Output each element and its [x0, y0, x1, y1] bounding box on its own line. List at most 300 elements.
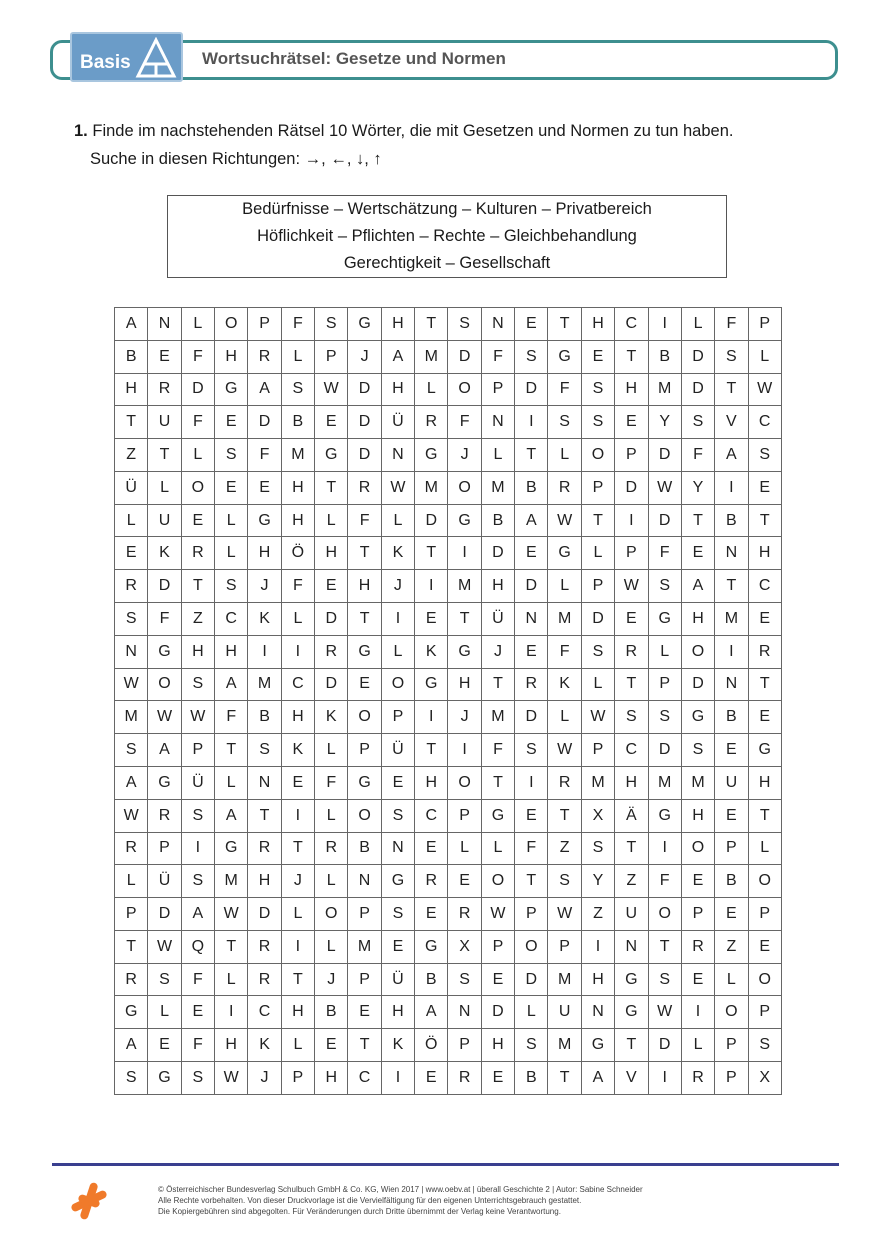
grid-cell[interactable]: I — [715, 635, 748, 668]
grid-cell[interactable]: I — [415, 570, 448, 603]
grid-cell[interactable]: A — [715, 439, 748, 472]
grid-cell[interactable]: H — [581, 963, 614, 996]
grid-cell[interactable]: I — [281, 799, 314, 832]
grid-cell[interactable]: P — [181, 734, 214, 767]
grid-cell[interactable]: E — [415, 603, 448, 636]
grid-cell[interactable]: J — [348, 340, 381, 373]
grid-cell[interactable]: C — [348, 1061, 381, 1094]
grid-cell[interactable]: R — [448, 898, 481, 931]
grid-cell[interactable]: Ü — [181, 766, 214, 799]
grid-cell[interactable]: T — [115, 930, 148, 963]
grid-cell[interactable]: T — [548, 1061, 581, 1094]
grid-cell[interactable]: T — [348, 603, 381, 636]
grid-cell[interactable]: W — [581, 701, 614, 734]
grid-cell[interactable]: O — [715, 996, 748, 1029]
grid-cell[interactable]: F — [281, 570, 314, 603]
grid-cell[interactable]: M — [548, 963, 581, 996]
grid-cell[interactable]: F — [181, 1029, 214, 1062]
grid-cell[interactable]: I — [515, 406, 548, 439]
grid-cell[interactable]: T — [748, 799, 781, 832]
grid-cell[interactable]: O — [748, 963, 781, 996]
grid-cell[interactable]: M — [248, 668, 281, 701]
grid-cell[interactable]: H — [348, 570, 381, 603]
grid-cell[interactable]: E — [748, 471, 781, 504]
grid-cell[interactable]: T — [248, 799, 281, 832]
grid-cell[interactable]: Q — [181, 930, 214, 963]
grid-cell[interactable]: P — [348, 963, 381, 996]
grid-cell[interactable]: E — [348, 668, 381, 701]
grid-cell[interactable]: O — [315, 898, 348, 931]
grid-cell[interactable]: I — [648, 832, 681, 865]
grid-cell[interactable]: L — [148, 471, 181, 504]
grid-cell[interactable]: S — [581, 373, 614, 406]
grid-cell[interactable]: O — [448, 373, 481, 406]
grid-cell[interactable]: L — [548, 701, 581, 734]
grid-cell[interactable]: E — [148, 340, 181, 373]
grid-cell[interactable]: I — [615, 504, 648, 537]
grid-cell[interactable]: E — [615, 603, 648, 636]
grid-cell[interactable]: L — [315, 865, 348, 898]
grid-cell[interactable]: V — [715, 406, 748, 439]
grid-cell[interactable]: D — [681, 668, 714, 701]
grid-cell[interactable]: B — [115, 340, 148, 373]
grid-cell[interactable]: D — [581, 603, 614, 636]
grid-cell[interactable]: H — [281, 504, 314, 537]
grid-cell[interactable]: E — [615, 406, 648, 439]
grid-cell[interactable]: Ä — [615, 799, 648, 832]
grid-cell[interactable]: G — [148, 635, 181, 668]
grid-cell[interactable]: K — [381, 1029, 414, 1062]
grid-cell[interactable]: T — [348, 1029, 381, 1062]
grid-cell[interactable]: S — [648, 701, 681, 734]
grid-cell[interactable]: E — [481, 963, 514, 996]
grid-cell[interactable]: W — [381, 471, 414, 504]
grid-cell[interactable]: S — [448, 308, 481, 341]
grid-cell[interactable]: S — [315, 308, 348, 341]
grid-cell[interactable]: J — [448, 439, 481, 472]
grid-cell[interactable]: H — [215, 1029, 248, 1062]
grid-cell[interactable]: D — [248, 406, 281, 439]
grid-cell[interactable]: G — [415, 668, 448, 701]
grid-cell[interactable]: S — [615, 701, 648, 734]
grid-cell[interactable]: L — [215, 504, 248, 537]
grid-cell[interactable]: C — [248, 996, 281, 1029]
grid-cell[interactable]: R — [548, 471, 581, 504]
grid-cell[interactable]: G — [215, 373, 248, 406]
grid-cell[interactable]: S — [148, 963, 181, 996]
grid-cell[interactable]: S — [115, 1061, 148, 1094]
grid-cell[interactable]: S — [115, 734, 148, 767]
grid-cell[interactable]: S — [681, 734, 714, 767]
grid-cell[interactable]: C — [415, 799, 448, 832]
grid-cell[interactable]: I — [281, 635, 314, 668]
grid-cell[interactable]: T — [315, 471, 348, 504]
grid-cell[interactable]: X — [581, 799, 614, 832]
grid-cell[interactable]: S — [648, 963, 681, 996]
grid-cell[interactable]: T — [515, 439, 548, 472]
grid-cell[interactable]: T — [281, 832, 314, 865]
grid-cell[interactable]: I — [681, 996, 714, 1029]
grid-cell[interactable]: T — [481, 766, 514, 799]
grid-cell[interactable]: L — [315, 504, 348, 537]
grid-cell[interactable]: A — [215, 668, 248, 701]
grid-cell[interactable]: A — [115, 308, 148, 341]
grid-cell[interactable]: R — [148, 799, 181, 832]
grid-cell[interactable]: P — [315, 340, 348, 373]
grid-cell[interactable]: U — [615, 898, 648, 931]
grid-cell[interactable]: I — [648, 308, 681, 341]
grid-cell[interactable]: W — [615, 570, 648, 603]
grid-cell[interactable]: O — [348, 701, 381, 734]
grid-cell[interactable]: G — [548, 537, 581, 570]
grid-cell[interactable]: I — [515, 766, 548, 799]
grid-cell[interactable]: T — [481, 668, 514, 701]
grid-cell[interactable]: K — [248, 603, 281, 636]
grid-cell[interactable]: N — [248, 766, 281, 799]
grid-cell[interactable]: G — [581, 1029, 614, 1062]
grid-cell[interactable]: E — [348, 996, 381, 1029]
grid-cell[interactable]: N — [148, 308, 181, 341]
grid-cell[interactable]: W — [315, 373, 348, 406]
grid-cell[interactable]: N — [481, 406, 514, 439]
grid-cell[interactable]: C — [748, 570, 781, 603]
grid-cell[interactable]: S — [181, 799, 214, 832]
grid-cell[interactable]: E — [481, 1061, 514, 1094]
grid-cell[interactable]: L — [548, 570, 581, 603]
grid-cell[interactable]: T — [615, 668, 648, 701]
grid-cell[interactable]: P — [715, 1029, 748, 1062]
grid-cell[interactable]: S — [181, 668, 214, 701]
grid-cell[interactable]: E — [215, 406, 248, 439]
grid-cell[interactable]: F — [548, 635, 581, 668]
grid-cell[interactable]: X — [448, 930, 481, 963]
grid-cell[interactable]: G — [681, 701, 714, 734]
grid-cell[interactable]: O — [681, 635, 714, 668]
grid-cell[interactable]: A — [248, 373, 281, 406]
grid-cell[interactable]: W — [648, 996, 681, 1029]
grid-cell[interactable]: L — [415, 373, 448, 406]
grid-cell[interactable]: D — [515, 963, 548, 996]
grid-cell[interactable]: M — [415, 340, 448, 373]
grid-cell[interactable]: M — [581, 766, 614, 799]
grid-cell[interactable]: T — [415, 734, 448, 767]
grid-cell[interactable]: Ö — [415, 1029, 448, 1062]
grid-cell[interactable]: S — [181, 1061, 214, 1094]
grid-cell[interactable]: P — [715, 1061, 748, 1094]
grid-cell[interactable]: T — [548, 308, 581, 341]
grid-cell[interactable]: E — [515, 308, 548, 341]
grid-cell[interactable]: F — [315, 766, 348, 799]
grid-cell[interactable]: R — [615, 635, 648, 668]
grid-cell[interactable]: H — [115, 373, 148, 406]
grid-cell[interactable]: U — [548, 996, 581, 1029]
grid-cell[interactable]: L — [548, 439, 581, 472]
grid-cell[interactable]: S — [181, 865, 214, 898]
grid-cell[interactable]: T — [715, 373, 748, 406]
grid-cell[interactable]: P — [348, 898, 381, 931]
grid-cell[interactable]: E — [681, 537, 714, 570]
grid-cell[interactable]: L — [748, 340, 781, 373]
grid-cell[interactable]: P — [281, 1061, 314, 1094]
grid-cell[interactable]: O — [348, 799, 381, 832]
grid-cell[interactable]: Ü — [115, 471, 148, 504]
grid-cell[interactable]: S — [581, 406, 614, 439]
grid-cell[interactable]: D — [681, 340, 714, 373]
grid-cell[interactable]: T — [148, 439, 181, 472]
grid-cell[interactable]: K — [315, 701, 348, 734]
grid-cell[interactable]: J — [281, 865, 314, 898]
grid-cell[interactable]: O — [181, 471, 214, 504]
grid-cell[interactable]: N — [348, 865, 381, 898]
grid-cell[interactable]: D — [648, 504, 681, 537]
grid-cell[interactable]: R — [148, 373, 181, 406]
grid-cell[interactable]: O — [148, 668, 181, 701]
grid-cell[interactable]: B — [648, 340, 681, 373]
grid-cell[interactable]: P — [248, 308, 281, 341]
grid-cell[interactable]: Ü — [381, 963, 414, 996]
grid-cell[interactable]: B — [415, 963, 448, 996]
grid-cell[interactable]: T — [748, 504, 781, 537]
grid-cell[interactable]: H — [315, 537, 348, 570]
grid-cell[interactable]: T — [415, 537, 448, 570]
grid-cell[interactable]: R — [515, 668, 548, 701]
grid-cell[interactable]: D — [248, 898, 281, 931]
grid-cell[interactable]: D — [448, 340, 481, 373]
grid-cell[interactable]: W — [215, 898, 248, 931]
grid-cell[interactable]: N — [715, 537, 748, 570]
grid-cell[interactable]: E — [415, 1061, 448, 1094]
grid-cell[interactable]: E — [381, 930, 414, 963]
grid-cell[interactable]: M — [348, 930, 381, 963]
grid-cell[interactable]: S — [681, 406, 714, 439]
grid-cell[interactable]: T — [348, 537, 381, 570]
grid-cell[interactable]: J — [481, 635, 514, 668]
grid-cell[interactable]: E — [381, 766, 414, 799]
grid-cell[interactable]: F — [548, 373, 581, 406]
grid-cell[interactable]: W — [181, 701, 214, 734]
grid-cell[interactable]: O — [448, 766, 481, 799]
grid-cell[interactable]: E — [715, 734, 748, 767]
grid-cell[interactable]: E — [515, 635, 548, 668]
grid-cell[interactable]: E — [715, 898, 748, 931]
grid-cell[interactable]: L — [748, 832, 781, 865]
grid-cell[interactable]: N — [515, 603, 548, 636]
grid-cell[interactable]: G — [315, 439, 348, 472]
grid-cell[interactable]: F — [181, 406, 214, 439]
grid-cell[interactable]: T — [681, 504, 714, 537]
grid-cell[interactable]: S — [381, 799, 414, 832]
grid-cell[interactable]: N — [381, 439, 414, 472]
grid-cell[interactable]: D — [515, 570, 548, 603]
grid-cell[interactable]: D — [148, 898, 181, 931]
grid-cell[interactable]: I — [715, 471, 748, 504]
grid-cell[interactable]: A — [148, 734, 181, 767]
grid-cell[interactable]: M — [281, 439, 314, 472]
grid-cell[interactable]: P — [615, 537, 648, 570]
grid-cell[interactable]: L — [715, 963, 748, 996]
grid-cell[interactable]: H — [281, 471, 314, 504]
grid-cell[interactable]: G — [615, 963, 648, 996]
grid-cell[interactable]: M — [548, 603, 581, 636]
grid-cell[interactable]: E — [748, 701, 781, 734]
grid-cell[interactable]: G — [248, 504, 281, 537]
grid-cell[interactable]: I — [215, 996, 248, 1029]
grid-cell[interactable]: B — [515, 1061, 548, 1094]
grid-cell[interactable]: A — [415, 996, 448, 1029]
grid-cell[interactable]: F — [715, 308, 748, 341]
grid-cell[interactable]: L — [115, 865, 148, 898]
grid-cell[interactable]: F — [681, 439, 714, 472]
grid-cell[interactable]: L — [281, 603, 314, 636]
grid-cell[interactable]: A — [515, 504, 548, 537]
grid-cell[interactable]: E — [315, 406, 348, 439]
grid-cell[interactable]: D — [415, 504, 448, 537]
grid-cell[interactable]: P — [515, 898, 548, 931]
grid-cell[interactable]: B — [715, 701, 748, 734]
grid-cell[interactable]: G — [148, 766, 181, 799]
grid-cell[interactable]: L — [581, 668, 614, 701]
grid-cell[interactable]: A — [581, 1061, 614, 1094]
grid-cell[interactable]: L — [448, 832, 481, 865]
grid-cell[interactable]: B — [348, 832, 381, 865]
grid-cell[interactable]: R — [181, 537, 214, 570]
grid-cell[interactable]: N — [115, 635, 148, 668]
grid-cell[interactable]: O — [215, 308, 248, 341]
grid-cell[interactable]: D — [148, 570, 181, 603]
grid-cell[interactable]: H — [215, 340, 248, 373]
grid-cell[interactable]: M — [681, 766, 714, 799]
grid-cell[interactable]: L — [581, 537, 614, 570]
grid-cell[interactable]: T — [548, 799, 581, 832]
grid-cell[interactable]: M — [481, 471, 514, 504]
grid-cell[interactable]: W — [115, 668, 148, 701]
grid-cell[interactable]: U — [148, 504, 181, 537]
grid-cell[interactable]: R — [115, 963, 148, 996]
grid-cell[interactable]: G — [448, 504, 481, 537]
grid-cell[interactable]: Z — [715, 930, 748, 963]
grid-cell[interactable]: E — [448, 865, 481, 898]
grid-cell[interactable]: E — [281, 766, 314, 799]
grid-cell[interactable]: W — [148, 701, 181, 734]
grid-cell[interactable]: E — [148, 1029, 181, 1062]
grid-cell[interactable]: J — [315, 963, 348, 996]
grid-cell[interactable]: F — [148, 603, 181, 636]
grid-cell[interactable]: L — [181, 308, 214, 341]
grid-cell[interactable]: H — [248, 865, 281, 898]
grid-cell[interactable]: P — [748, 996, 781, 1029]
grid-cell[interactable]: E — [315, 1029, 348, 1062]
grid-cell[interactable]: M — [215, 865, 248, 898]
grid-cell[interactable]: H — [748, 537, 781, 570]
grid-cell[interactable]: S — [748, 439, 781, 472]
grid-cell[interactable]: G — [615, 996, 648, 1029]
grid-cell[interactable]: L — [681, 1029, 714, 1062]
grid-cell[interactable]: S — [748, 1029, 781, 1062]
grid-cell[interactable]: B — [248, 701, 281, 734]
grid-cell[interactable]: G — [648, 603, 681, 636]
grid-cell[interactable]: M — [648, 373, 681, 406]
grid-cell[interactable]: E — [515, 537, 548, 570]
grid-cell[interactable]: F — [481, 340, 514, 373]
grid-cell[interactable]: E — [748, 603, 781, 636]
grid-cell[interactable]: E — [115, 537, 148, 570]
grid-cell[interactable]: G — [348, 635, 381, 668]
grid-cell[interactable]: L — [481, 832, 514, 865]
grid-cell[interactable]: H — [381, 373, 414, 406]
grid-cell[interactable]: R — [548, 766, 581, 799]
grid-cell[interactable]: G — [415, 439, 448, 472]
grid-cell[interactable]: J — [248, 570, 281, 603]
grid-cell[interactable]: H — [281, 701, 314, 734]
grid-cell[interactable]: L — [281, 340, 314, 373]
grid-cell[interactable]: H — [448, 668, 481, 701]
grid-cell[interactable]: L — [681, 308, 714, 341]
grid-cell[interactable]: M — [481, 701, 514, 734]
grid-cell[interactable]: L — [281, 1029, 314, 1062]
grid-cell[interactable]: L — [181, 439, 214, 472]
grid-cell[interactable]: R — [448, 1061, 481, 1094]
grid-cell[interactable]: R — [248, 832, 281, 865]
grid-cell[interactable]: F — [348, 504, 381, 537]
grid-cell[interactable]: K — [381, 537, 414, 570]
grid-cell[interactable]: R — [115, 832, 148, 865]
grid-cell[interactable]: K — [281, 734, 314, 767]
grid-cell[interactable]: P — [748, 308, 781, 341]
grid-cell[interactable]: A — [181, 898, 214, 931]
grid-cell[interactable]: H — [581, 308, 614, 341]
grid-cell[interactable]: S — [581, 832, 614, 865]
grid-cell[interactable]: A — [215, 799, 248, 832]
grid-cell[interactable]: R — [248, 963, 281, 996]
grid-cell[interactable]: B — [715, 504, 748, 537]
grid-cell[interactable]: Y — [681, 471, 714, 504]
grid-cell[interactable]: B — [281, 406, 314, 439]
grid-cell[interactable]: I — [415, 701, 448, 734]
grid-cell[interactable]: J — [248, 1061, 281, 1094]
grid-cell[interactable]: T — [215, 930, 248, 963]
grid-cell[interactable]: G — [415, 930, 448, 963]
grid-cell[interactable]: P — [581, 570, 614, 603]
grid-cell[interactable]: L — [115, 504, 148, 537]
grid-cell[interactable]: W — [748, 373, 781, 406]
grid-cell[interactable]: S — [715, 340, 748, 373]
grid-cell[interactable]: N — [715, 668, 748, 701]
grid-cell[interactable]: Z — [615, 865, 648, 898]
grid-cell[interactable]: Ü — [481, 603, 514, 636]
grid-cell[interactable]: F — [181, 963, 214, 996]
grid-cell[interactable]: H — [315, 1061, 348, 1094]
grid-cell[interactable]: L — [215, 963, 248, 996]
grid-cell[interactable]: A — [115, 1029, 148, 1062]
grid-cell[interactable]: C — [615, 734, 648, 767]
grid-cell[interactable]: B — [315, 996, 348, 1029]
grid-cell[interactable]: T — [181, 570, 214, 603]
grid-cell[interactable]: N — [615, 930, 648, 963]
grid-cell[interactable]: P — [481, 373, 514, 406]
grid-cell[interactable]: H — [481, 1029, 514, 1062]
grid-cell[interactable]: E — [181, 996, 214, 1029]
grid-cell[interactable]: S — [648, 570, 681, 603]
grid-cell[interactable]: Ü — [148, 865, 181, 898]
grid-cell[interactable]: J — [448, 701, 481, 734]
grid-cell[interactable]: P — [715, 832, 748, 865]
grid-cell[interactable]: R — [681, 930, 714, 963]
grid-cell[interactable]: R — [415, 865, 448, 898]
grid-cell[interactable]: W — [215, 1061, 248, 1094]
grid-cell[interactable]: B — [515, 471, 548, 504]
grid-cell[interactable]: T — [115, 406, 148, 439]
grid-cell[interactable]: U — [148, 406, 181, 439]
